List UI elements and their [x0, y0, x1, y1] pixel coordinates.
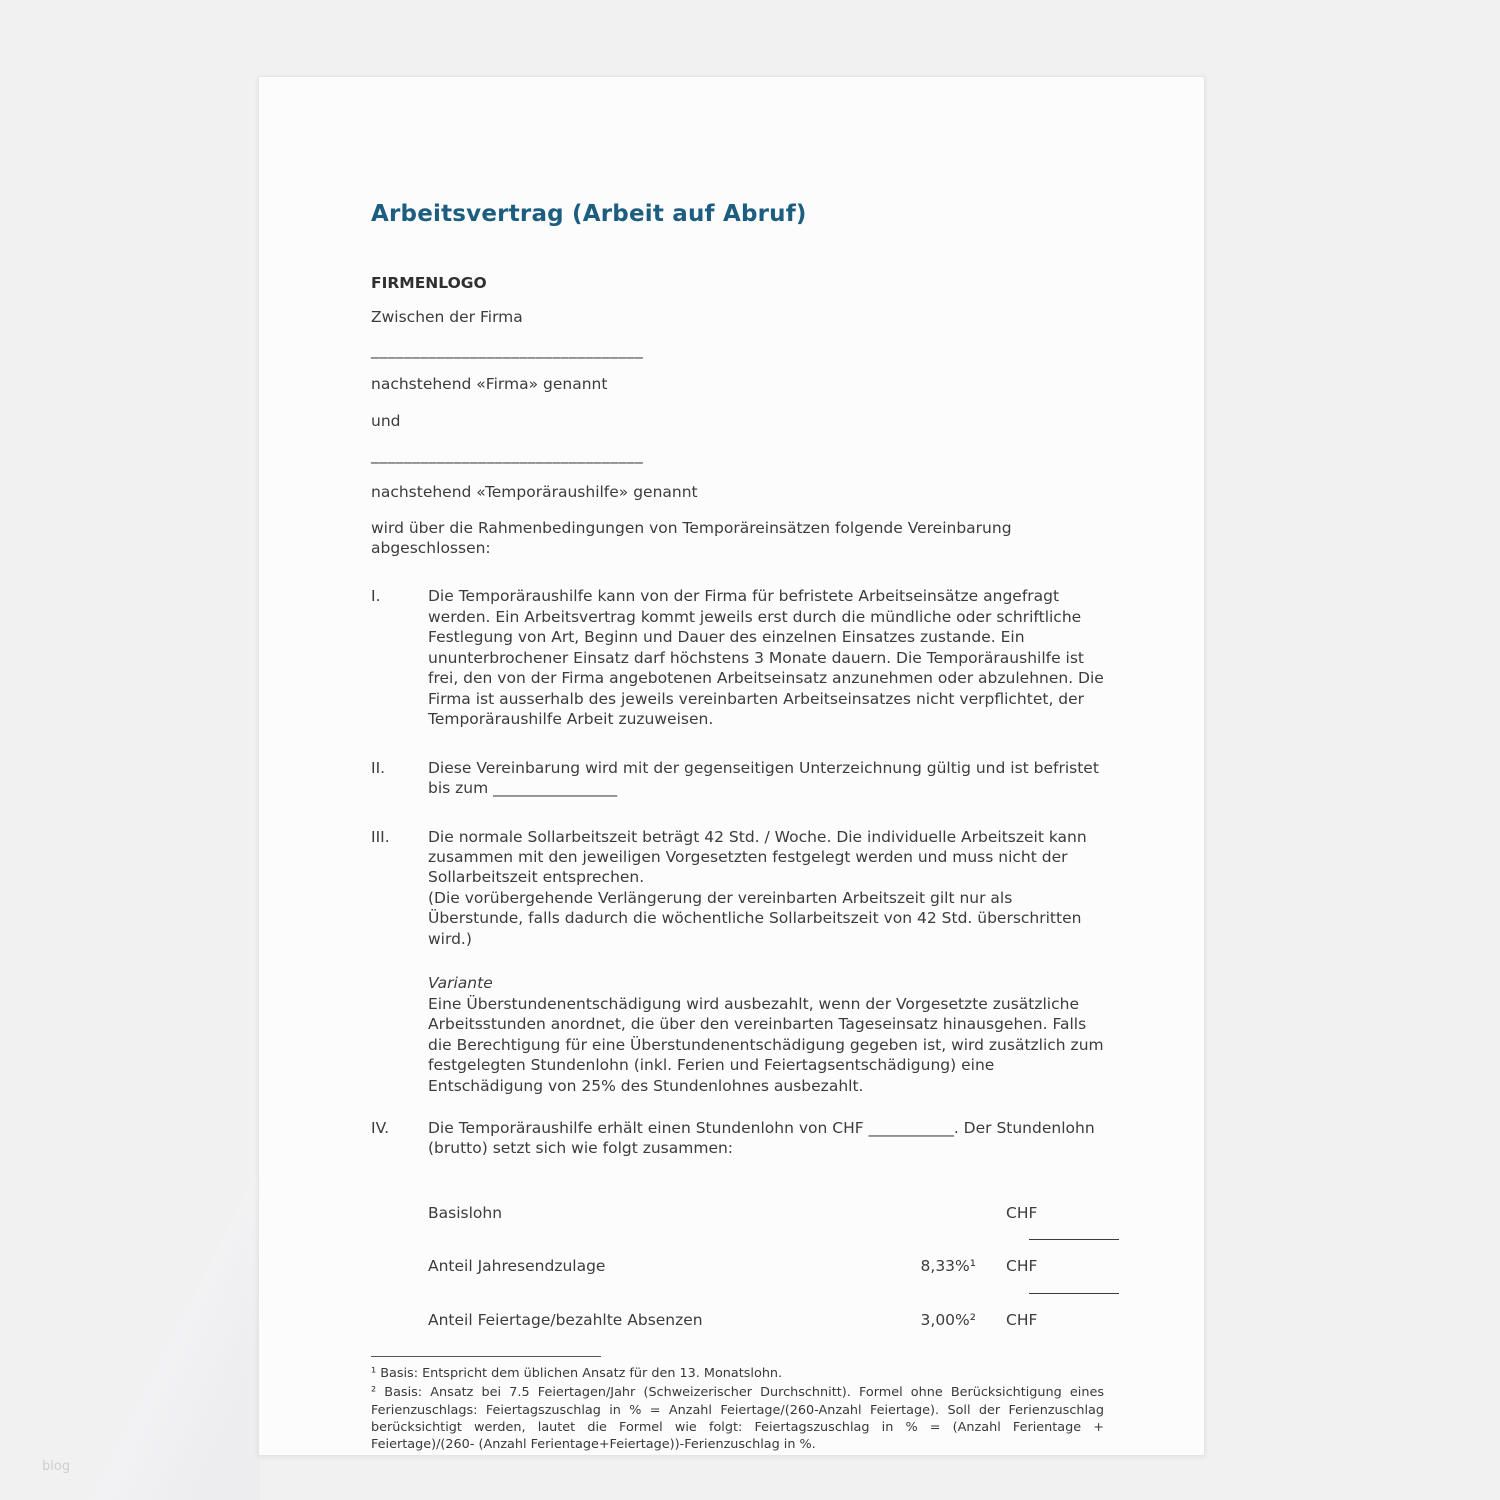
clause-3-text: Die normale Sollarbeitszeit beträgt 42 Std. / Woche. Die individuelle Arbeitszeit kann zusammen mit den jeweiligen Vorgesetzten festgelegt werden und muss nicht der Sollarbeitszeit entsprechen. — [428, 827, 1087, 887]
fill-in-amount-line — [1029, 1293, 1119, 1294]
footnote-separator — [371, 1356, 601, 1357]
variante-label: Variante — [428, 974, 493, 993]
variante-block — [428, 973, 1104, 1096]
clause-4-text: Die Temporäraushilfe erhält einen Stundenlohn von CHF ___________. Der Stundenlohn (brutto) setzt sich wie folgt zusammen: — [428, 1118, 1095, 1158]
wage-percent: 8,33%¹ — [920, 1257, 976, 1276]
clause-4-number: IV. — [371, 1118, 390, 1137]
clause-4 — [371, 1118, 1104, 1159]
fill-in-blank-employee: _________________________________ — [371, 445, 644, 464]
fill-in-blank-company: _________________________________ — [371, 341, 644, 360]
footnote-1: ¹ Basis: Entspricht dem üblichen Ansatz für den 13. Monatslohn. — [371, 1366, 783, 1382]
wage-row-basislohn — [428, 1203, 1104, 1223]
clause-3-parenthetical: (Die vorübergehende Verlängerung der vereinbarten Arbeitszeit gilt nur als Überstunde, falls dadurch die wöchentliche Sollarbeitszeit von 42 Std. überschritten wird.) — [428, 888, 1082, 948]
clause-1-number: I. — [371, 587, 381, 606]
variante-text: Eine Überstundenentschädigung wird ausbezahlt, wenn der Vorgesetzte zusätzliche Arbeitsstunden anordnet, die über den vereinbarten Tageseinsatz hinausgehen. Falls die Berechtigung für eine Überstundenentschädigung gegeben ist, wird zusätzlich zum festgelegten Stundenlohn (inkl. Ferien und Feiertagsentschädigung) eine Entschädigung von 25% des Stundenlohnes ausbezahlt. — [428, 994, 1104, 1095]
watermark: blog — [42, 1459, 71, 1474]
wage-label: Basislohn — [428, 1203, 503, 1222]
intro-firma-genannt: nachstehend «Firma» genannt — [371, 374, 608, 393]
intro-temporaeraushilfe-genannt: nachstehend «Temporäraushilfe» genannt — [371, 483, 698, 502]
document-page — [258, 76, 1205, 1456]
wage-currency: CHF — [1006, 1257, 1038, 1276]
intro-und: und — [371, 412, 401, 431]
clause-1-text: Die Temporäraushilfe kann von der Firma für befristete Arbeitseinsätze angefragt werden. Ein Arbeitsvertrag kommt jeweils erst durch die mündliche oder schriftliche Festlegung von Art, Beginn und Dauer des einzelnen Einsatzes zustande. Ein ununterbrochener Einsatz darf höchstens 3 Monate dauern. Die Temporäraushilfe ist frei, den von der Firma angebotenen Arbeitseinsatz anzunehmen oder abzulehnen. Die Firma ist ausserhalb des jeweils vereinbarten Arbeitseinsatzes nicht verpflichtet, der Temporäraushilfe Arbeit zuzuweisen. — [428, 587, 1104, 729]
intro-between-firma: Zwischen der Firma — [371, 307, 523, 326]
footnote-2: ² Basis: Ansatz bei 7.5 Feiertagen/Jahr (Schweizerischer Durchschnitt). Formel ohne Berücksichtigung eines Ferienzuschlags: Feiertagszuschlag in % = Anzahl Feiertage/(260-Anzahl Feiertage). Soll der Ferienzuschlag berücksichtigt werden, lautet die Formel wie folgt: Feiertagszuschlag in % = (Anzahl Ferientage + Feiertage)/(260- (Anzahl Ferientage+Feiertage))-Ferienzuschlag in %. — [371, 1385, 1104, 1453]
wage-percent: 3,00%² — [920, 1310, 976, 1329]
company-logo-placeholder: FIRMENLOGO — [371, 274, 487, 293]
document-title: Arbeitsvertrag (Arbeit auf Abruf) — [371, 201, 807, 227]
preamble-text: wird über die Rahmenbedingungen von Temporäreinsätzen folgende Vereinbarung abgeschlossen: — [371, 518, 1012, 557]
page-corner-shadow — [90, 1165, 260, 1500]
clause-2-text: Diese Vereinbarung wird mit der gegenseitigen Unterzeichnung gültig und ist befristet bis zum ________________ — [428, 758, 1099, 798]
wage-row-jahresendzulage — [428, 1256, 1104, 1276]
clause-2 — [371, 758, 1104, 799]
wage-label: Anteil Feiertage/bezahlte Absenzen — [428, 1310, 703, 1329]
document-content — [259, 77, 1204, 1454]
wage-label: Anteil Jahresendzulage — [428, 1257, 606, 1276]
wage-row-feiertage — [428, 1310, 1104, 1330]
footnotes — [371, 1365, 1104, 1453]
wage-currency: CHF — [1006, 1203, 1038, 1222]
fill-in-amount-line — [1029, 1239, 1119, 1240]
wage-breakdown-table — [428, 1203, 1104, 1330]
clause-3-number: III. — [371, 827, 390, 846]
clause-1 — [371, 586, 1104, 729]
clause-3 — [371, 827, 1104, 950]
wage-currency: CHF — [1006, 1310, 1038, 1329]
clause-2-number: II. — [371, 758, 386, 777]
